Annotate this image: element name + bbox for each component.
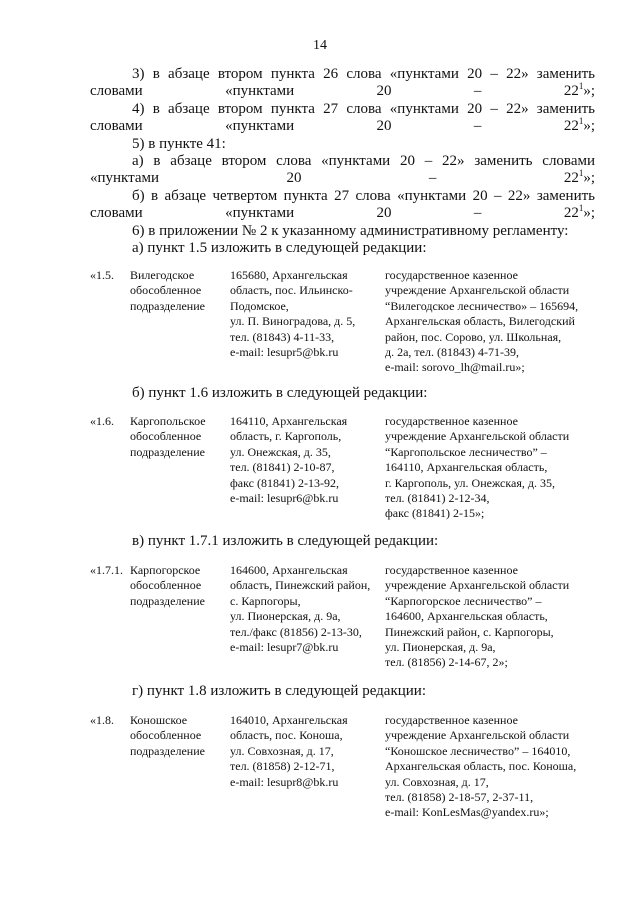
institution-details: государственное казенное учреждение Архангельской области “Вилегодское лесничество» – 165694, Архангельская область, Вилегодский район, пос. Сорово, ул. Школьная, д. 2а, тел. (81843) 4-71-39, e-mail: sorovo_lh@mail.ru»; <box>385 268 579 375</box>
amendment-3 <box>90 66 595 100</box>
subdivision-address: 164010, Архангельская область, пос. Коноша, ул. Совхозная, д. 17, тел. (81858) 2-12-71, e-mail: lesupr8@bk.ru <box>230 713 348 789</box>
item-number: «1.6. <box>90 414 114 428</box>
section-heading: в) пункт 1.7.1 изложить в следующей редакции: <box>132 533 439 549</box>
amendment-text: 3) в абзаце втором пункта 26 слова «пунктами 20 – 22» заменить словами «пунктами 20 – 22 <box>90 66 595 99</box>
amendment-5: 5) в пункте 41: <box>132 136 226 152</box>
item-number: «1.8. <box>90 713 114 727</box>
amendment-tail: »; <box>583 118 595 134</box>
item-number: «1.7.1. <box>90 563 123 577</box>
institution-details: государственное казенное учреждение Архангельской области “Коношское лесничество” – 164010, Архангельская область, пос. Коноша, ул. Совхозная, д. 17, тел. (81858) 2-18-57, 2-37-11, e-mail: KonLesMas@yandex.ru»; <box>385 713 577 820</box>
subdivision-name: Каргопольское обособленное подразделение <box>130 414 206 459</box>
section-heading: б) пункт 1.6 изложить в следующей редакции: <box>132 385 428 401</box>
subdivision-name: Карпогорское обособленное подразделение <box>130 563 205 608</box>
superscript: 1 <box>578 81 584 91</box>
amendment-tail: »; <box>583 205 595 221</box>
section-heading: г) пункт 1.8 изложить в следующей редакции: <box>132 683 426 699</box>
institution-details: государственное казенное учреждение Архангельской области “Карпогорское лесничество” – 164600, Архангельская область, Пинежский район, с. Карпогоры, ул. Пионерская, д. 9а, тел. (81856) 2-14-67, 2»; <box>385 563 570 670</box>
superscript: 1 <box>578 168 584 178</box>
superscript: 1 <box>578 203 584 213</box>
institution-details: государственное казенное учреждение Архангельской области “Каргопольское лесничество” – 164110, Архангельская область, г. Каргополь, ул. Онежская, д. 35, тел. (81841) 2-12-34, факс (81841) 2-15»; <box>385 414 570 521</box>
amendment-5b <box>90 188 595 222</box>
amendment-text: а) в абзаце втором слова «пунктами 20 – 22» заменить словами «пунктами 20 – 22 <box>90 153 595 186</box>
subdivision-address: 165680, Архангельская область, пос. Ильинско- Подомское, ул. П. Виноградова, д. 5, тел. (81843) 4-11-33, e-mail: lesupr5@bk.ru <box>230 268 356 360</box>
amendment-text: б) в абзаце четвертом пункта 27 слова «пунктами 20 – 22» заменить словами «пунктами 20 – 22 <box>90 188 595 221</box>
amendment-4 <box>90 101 595 135</box>
subdivision-name: Коношское обособленное подразделение <box>130 713 205 758</box>
amendment-tail: »; <box>583 83 595 99</box>
amendment-text: 4) в абзаце втором пункта 27 слова «пунктами 20 – 22» заменить словами «пунктами 20 – 22 <box>90 101 595 134</box>
section-heading: а) пункт 1.5 изложить в следующей редакции: <box>132 240 427 256</box>
item-number: «1.5. <box>90 268 114 282</box>
superscript: 1 <box>578 116 584 126</box>
subdivision-name: Вилегодское обособленное подразделение <box>130 268 205 313</box>
page-number: 14 <box>313 38 327 53</box>
amendment-6: 6) в приложении № 2 к указанному административному регламенту: <box>132 223 569 239</box>
amendment-tail: »; <box>583 170 595 186</box>
subdivision-address: 164600, Архангельская область, Пинежский район, с. Карпогоры, ул. Пионерская, д. 9а, тел./факс (81856) 2-13-30, e-mail: lesupr7@bk.ru <box>230 563 371 655</box>
amendment-5a <box>90 153 595 187</box>
subdivision-address: 164110, Архангельская область, г. Каргополь, ул. Онежская, д. 35, тел. (81841) 2-10-87, факс (81841) 2-13-92, e-mail: lesupr6@bk.ru <box>230 414 348 506</box>
